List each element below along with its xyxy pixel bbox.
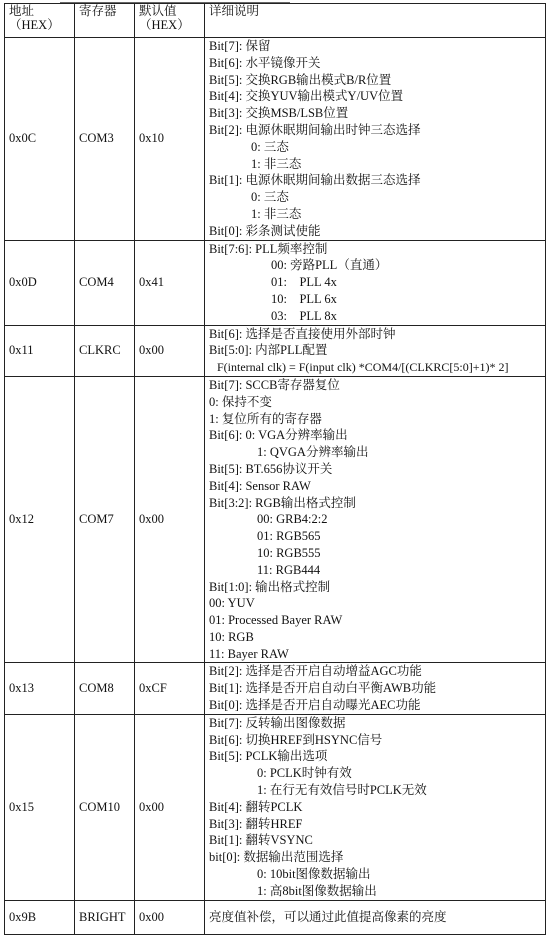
table-row	[5, 38, 546, 241]
desc-line: 00: YUV	[209, 596, 255, 611]
desc-line: bit[0]: 数据输出范围选择	[209, 850, 344, 865]
desc-line: 0: 三态	[251, 190, 289, 205]
desc-line: 11: RGB444	[257, 562, 321, 577]
cell-description	[205, 376, 546, 663]
header-register: 寄存器	[75, 4, 135, 38]
desc-line: Bit[1]: 电源休眠期间输出数据三态选择	[209, 173, 421, 188]
desc-line: 00: 旁路PLL（直通）	[271, 258, 388, 273]
desc-line: 亮度值补偿，可以通过此值提高像素的亮度	[209, 909, 447, 924]
desc-line: Bit[1]: 选择是否开启自动白平衡AWB功能	[209, 681, 437, 696]
table-row	[5, 714, 546, 900]
desc-line: 01: Processed Bayer RAW	[209, 613, 343, 628]
cell-default: 0x00	[135, 376, 205, 663]
cell-register: COM8	[75, 663, 135, 714]
header-default: 默认值 （HEX）	[135, 4, 205, 38]
desc-line: 0: 三态	[251, 139, 289, 154]
desc-line: 03: PLL 8x	[271, 308, 337, 323]
cell-register: CLKRC	[75, 325, 135, 376]
cell-default: 0xCF	[135, 663, 205, 714]
cell-description	[205, 240, 546, 325]
desc-line: Bit[7:6]: PLL频率控制	[209, 241, 328, 256]
table-row	[5, 240, 546, 325]
desc-line: Bit[3]: 翻转HREF	[209, 816, 303, 831]
cell-description	[205, 325, 546, 376]
desc-line: Bit[0]: 选择是否开启自动曝光AEC功能	[209, 698, 421, 713]
desc-line: Bit[2]: 电源休眠期间输出时钟三态选择	[209, 122, 421, 137]
cell-address: 0x15	[5, 714, 75, 900]
desc-line: Bit[6]: 选择是否直接使用外部时钟	[209, 326, 396, 341]
cell-description	[205, 663, 546, 714]
header-description: 详细说明	[205, 4, 546, 38]
desc-line: 10: RGB555	[257, 545, 321, 560]
desc-line: 00: GRB4:2:2	[257, 512, 328, 527]
desc-line: Bit[6]: 水平镜像开关	[209, 55, 321, 70]
desc-line: 0: PCLK时钟有效	[257, 766, 352, 781]
desc-line: Bit[3]: 交换MSB/LSB位置	[209, 106, 349, 121]
desc-line: Bit[5:0]: 内部PLL配置	[209, 343, 328, 358]
desc-line: Bit[4]: 交换YUV输出模式Y/UV位置	[209, 89, 404, 104]
desc-line: Bit[5]: PCLK输出选项	[209, 749, 328, 764]
cell-default: 0x10	[135, 38, 205, 241]
table-header-row	[5, 4, 546, 38]
desc-line: Bit[5]: 交换RGB输出模式B/R位置	[209, 72, 392, 87]
cell-default: 0x00	[135, 900, 205, 934]
cell-register: COM4	[75, 240, 135, 325]
formula-line: F(internal clk) = F(input clk) *COM4/[(CLKRC[5:0]+1)* 2]	[217, 360, 509, 375]
desc-line: Bit[7]: SCCB寄存器复位	[209, 377, 340, 392]
cell-default: 0x00	[135, 325, 205, 376]
cell-register: COM10	[75, 714, 135, 900]
desc-line: 0: 10bit图像数据输出	[257, 867, 371, 882]
desc-line: 1: 非三态	[251, 206, 302, 221]
desc-line: 01: PLL 4x	[271, 275, 337, 290]
cell-description	[205, 38, 546, 241]
desc-line: Bit[7]: 反转输出图像数据	[209, 715, 346, 730]
desc-line: 1: 在行无有效信号时PCLK无效	[257, 783, 427, 798]
register-table	[4, 3, 546, 935]
table-row	[5, 900, 546, 934]
cell-address: 0x9B	[5, 900, 75, 934]
desc-line: Bit[1:0]: 输出格式控制	[209, 579, 331, 594]
table-row	[5, 376, 546, 663]
desc-line: 11: Bayer RAW	[209, 646, 289, 661]
desc-line: 1: 高8bit图像数据输出	[257, 883, 377, 898]
cell-register: BRIGHT	[75, 900, 135, 934]
desc-line: Bit[3:2]: RGB输出格式控制	[209, 495, 356, 510]
cell-default: 0x41	[135, 240, 205, 325]
desc-line: 10: RGB	[209, 629, 254, 644]
desc-line: Bit[6]: 0: VGA分辨率输出	[209, 428, 348, 443]
desc-line: 01: RGB565	[257, 529, 321, 544]
desc-line: 1: 非三态	[251, 156, 302, 171]
table-row	[5, 663, 546, 714]
desc-line: 10: PLL 6x	[271, 291, 337, 306]
cell-address: 0x0D	[5, 240, 75, 325]
desc-line: Bit[0]: 彩条测试使能	[209, 223, 321, 238]
header-address: 地址 （HEX）	[5, 4, 75, 38]
desc-line: Bit[7]: 保留	[209, 39, 271, 53]
cell-address: 0x11	[5, 325, 75, 376]
desc-line: Bit[2]: 选择是否开启自动增益AGC功能	[209, 664, 422, 679]
desc-line: Bit[4]: 翻转PCLK	[209, 799, 303, 814]
desc-line: Bit[5]: BT.656协议开关	[209, 461, 333, 476]
cell-default: 0x00	[135, 714, 205, 900]
desc-line: 0: 保持不变	[209, 394, 272, 409]
table-row	[5, 325, 546, 376]
desc-line: 1: 复位所有的寄存器	[209, 411, 322, 426]
cell-address: 0x12	[5, 376, 75, 663]
desc-line: Bit[1]: 翻转VSYNC	[209, 833, 313, 848]
desc-line: 1: QVGA分辨率输出	[257, 445, 369, 460]
cell-register: COM3	[75, 38, 135, 241]
desc-line: Bit[6]: 切换HREF到HSYNC信号	[209, 732, 383, 747]
cell-register: COM7	[75, 376, 135, 663]
desc-line: Bit[4]: Sensor RAW	[209, 478, 311, 493]
cell-description	[205, 900, 546, 934]
cell-address: 0x0C	[5, 38, 75, 241]
cell-description	[205, 714, 546, 900]
cell-address: 0x13	[5, 663, 75, 714]
